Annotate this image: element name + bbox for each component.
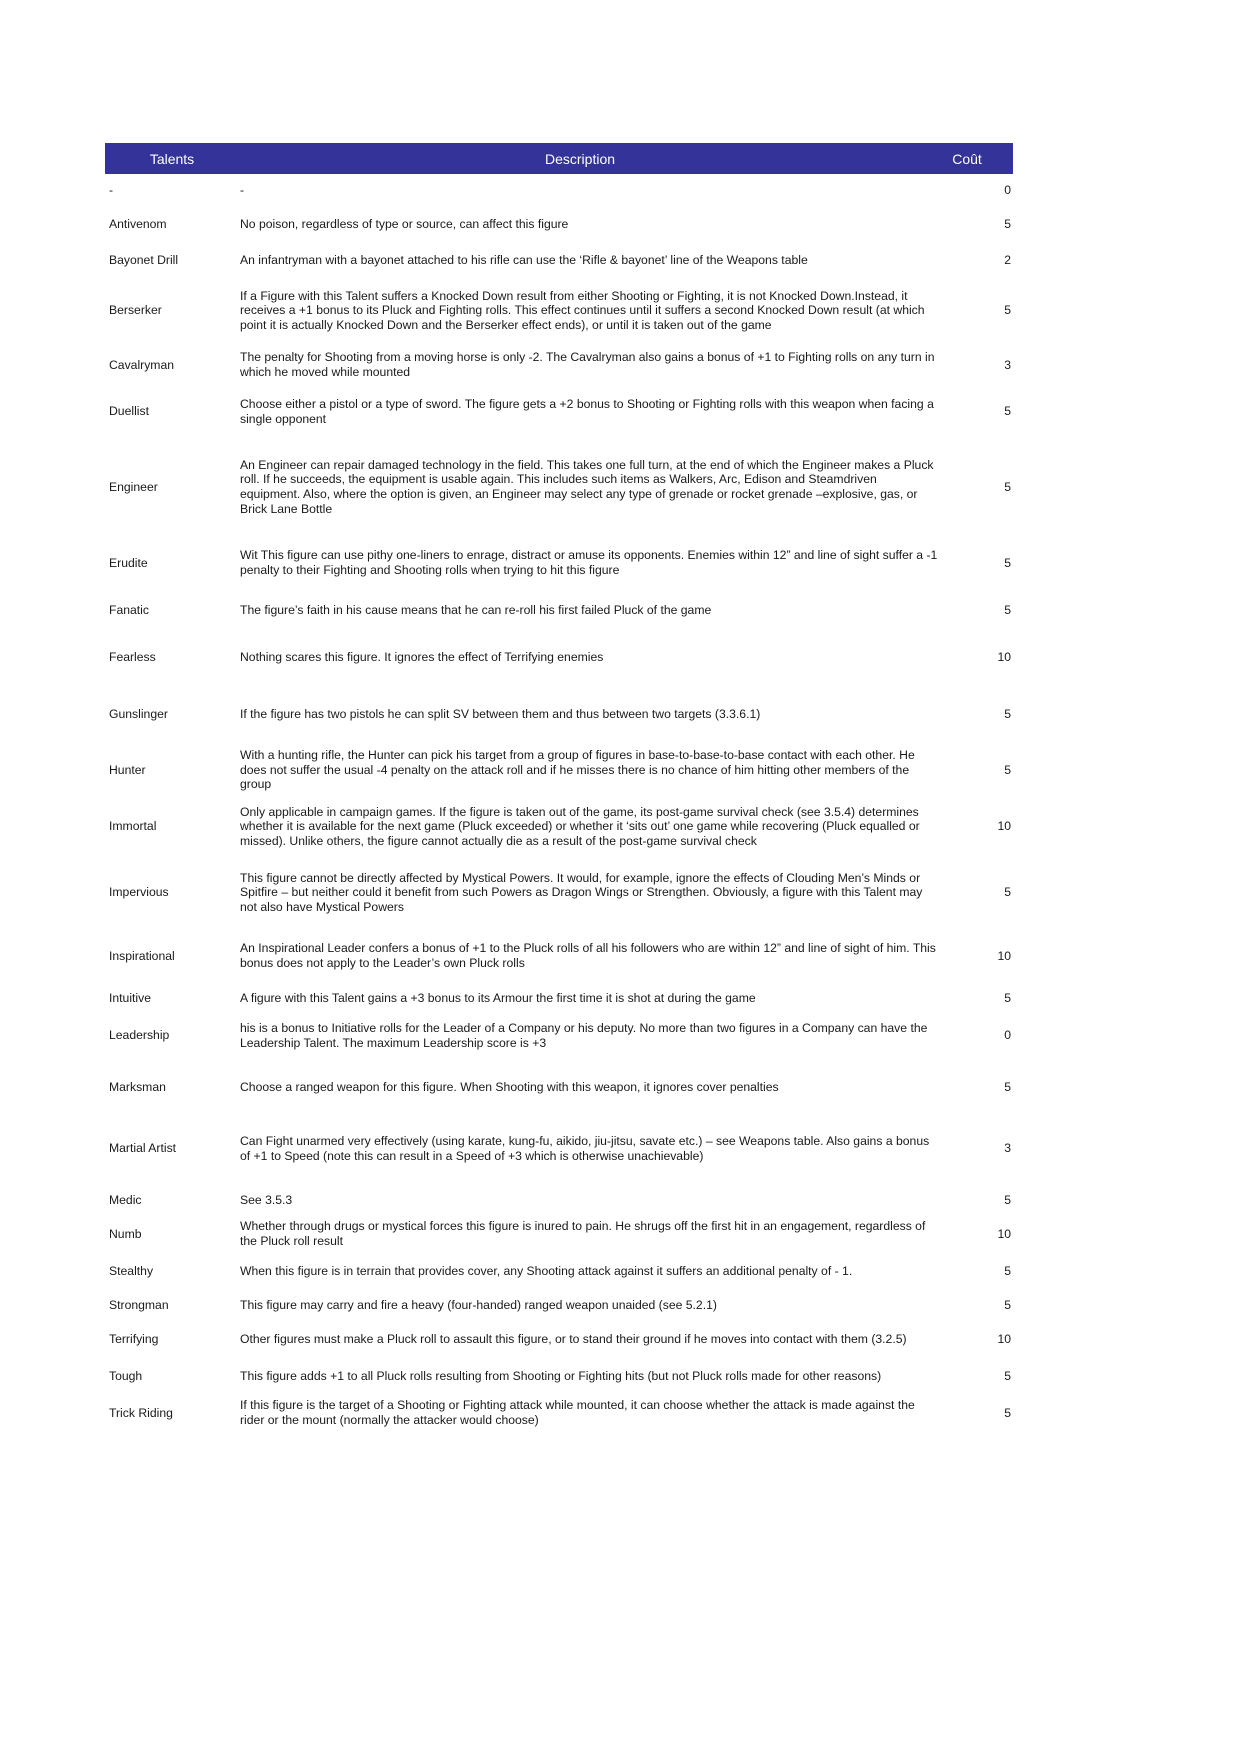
talent-description: The figure’s faith in his cause means that he can re-roll his first failed Pluck of the game [240,603,712,618]
talent-description: If this figure is the target of a Shooting or Fighting attack while mounted, it can choose whether the attack is made against the rider or the mount (normally the attacker would choose) [240,1398,915,1427]
talent-name: Cavalryman [109,357,175,372]
talent-name: Gunslinger [109,706,168,721]
talent-name: Terrifying [109,1331,159,1346]
table-row [105,435,1013,539]
table-row [105,1321,1013,1357]
table-header [105,143,1013,174]
talent-name: Martial Artist [109,1141,177,1156]
talent-description: This figure adds +1 to all Pluck rolls resulting from Shooting or Fighting hits (but not Pluck rolls made for other reasons) [240,1368,882,1383]
table-row [105,681,1013,747]
table-row [105,539,1013,587]
talent-cost: 10 [997,819,1011,834]
talent-cost: 10 [997,1226,1011,1241]
talent-name: Fearless [109,650,156,665]
talent-name: Marksman [109,1080,166,1095]
talent-description: Nothing scares this figure. It ignores the effect of Terrifying enemies [240,650,604,665]
talent-cost: 5 [1004,1080,1011,1095]
talent-cost: 5 [1004,555,1011,570]
talent-description: A figure with this Talent gains a +3 bonus to its Armour the first time it is shot at during the game [240,990,756,1005]
header-talents: Talents [149,150,195,167]
talent-description: Other figures must make a Pluck roll to assault this figure, or to stand their ground if he moves into contact with them (3.2.5) [240,1331,907,1346]
talent-name: Bayonet Drill [109,253,179,268]
talent-name: Tough [109,1368,143,1383]
table-row [105,987,1013,1009]
table-row [105,1395,1013,1431]
talent-description: Choose a ranged weapon for this figure. When Shooting with this weapon, it ignores cover penalties [240,1080,779,1095]
talent-cost: 3 [1004,357,1011,372]
talent-cost: 5 [1004,1263,1011,1278]
table-body [105,174,1013,1431]
talent-cost: 5 [1004,404,1011,419]
table-row [105,388,1013,435]
talent-cost: 0 [1004,182,1011,197]
talent-description: This figure may carry and fire a heavy (four-handed) ranged weapon unaided (see 5.2.1) [240,1298,717,1313]
talent-cost: 10 [997,948,1011,963]
talent-description: When this figure is in terrain that provides cover, any Shooting attack against it suffers an additional penalty of - 1. [240,1263,853,1278]
table-row [105,1290,1013,1321]
talent-name: Intuitive [109,990,152,1005]
talent-description: With a hunting rifle, the Hunter can pick his target from a group of figures in base-to-base-to-base contact with each other. He does not suffer the usual -4 penalty on the attack roll and if he misses there is no chance of him hitting other members of the group [240,748,915,792]
talent-name: Medic [109,1192,142,1207]
talent-name: Strongman [109,1298,169,1313]
talent-name: Duellist [109,404,149,419]
table-row [105,1009,1013,1062]
talent-cost: 5 [1004,1405,1011,1420]
talent-name: Hunter [109,762,146,777]
talent-description: Only applicable in campaign games. If the figure is taken out of the game, its post-game survival check (see 3.5.4) determines whether it is available for the next game (Pluck exceeded) or whether it ‘sits out’ one game while recovering (Pluck equalled or missed). Unlike others, the figure cannot actually die as a result of the post-game survival check [240,804,920,848]
talent-cost: 5 [1004,479,1011,494]
talent-description: his is a bonus to Initiative rolls for the Leader of a Company or his deputy. No more than two figures in a Company can have the Leadership Talent. The maximum Leadership score is +3 [240,1020,928,1050]
talent-description: Can Fight unarmed very effectively (using karate, kung-fu, aikido, jiu-jitsu, savate etc.) – see Weapons table. Also gains a bonus of +1 to Speed (note this can result in a Speed of +3 which is otherwise unachievable) [240,1133,930,1163]
table-row [105,747,1013,793]
talent-cost: 5 [1004,1368,1011,1383]
header-description: Description [544,150,616,167]
talent-cost: 10 [997,650,1011,665]
talent-cost: 5 [1004,885,1011,900]
talent-cost: 3 [1004,1141,1011,1156]
table-row [105,342,1013,388]
table-row [105,1216,1013,1252]
talent-description: No poison, regardless of type or source, can affect this figure [240,216,569,231]
talent-description: If the figure has two pistols he can split SV between them and thus between two targets (3.3.6.1) [240,706,761,721]
talent-cost: 5 [1004,762,1011,777]
talent-cost: 5 [1004,1192,1011,1207]
talent-description: Whether through drugs or mystical forces this figure is inured to pain. He shrugs off the first hit in an engagement, regardless of the Pluck roll result [240,1219,926,1248]
talents-table [105,143,1013,1431]
talent-description: An Inspirational Leader confers a bonus of +1 to the Pluck rolls of all his followers who are within 12” and line of sight of him. This bonus does not apply to the Leader’s own Pluck rolls [240,941,936,970]
table-row [105,206,1013,242]
talent-name: Engineer [109,479,158,494]
talent-name: Numb [109,1226,142,1241]
table-row [105,1184,1013,1216]
talent-cost: 5 [1004,1298,1011,1313]
talent-cost: 10 [997,1331,1011,1346]
table-row [105,1062,1013,1113]
talent-cost: 2 [1004,253,1011,268]
talent-cost: 5 [1004,303,1011,318]
talent-name: Stealthy [109,1263,154,1278]
table-row [105,1252,1013,1290]
talent-name: Fanatic [109,603,149,618]
talent-name: Antivenom [109,216,167,231]
table-row [105,925,1013,987]
table-row [105,793,1013,860]
talent-description: An infantryman with a bayonet attached to his rifle can use the ‘Rifle & bayonet’ line of the Weapons table [240,253,808,268]
talent-description: Wit This figure can use pithy one-liners to enrage, distract or amuse its opponents. Enemies within 12” and line of sight suffer a -1 penalty to their Fighting and Shooting rolls when trying to hit this figure [240,548,938,577]
table-row [105,242,1013,279]
table-row [105,1357,1013,1395]
talent-cost: 5 [1004,990,1011,1005]
talent-name: Impervious [109,885,169,900]
table-row [105,634,1013,681]
talent-description: If a Figure with this Talent suffers a Knocked Down result from either Shooting or Fighting, it is not Knocked Down.Instead, it receives a +1 bonus to its Pluck and Fighting rolls. This effect continues until it suffers a second Knocked Down result (at which point it is actually Knocked Down and the Berserker effect ends), or until it is taken out of the game [240,288,925,332]
table-row [105,860,1013,925]
talent-cost: 0 [1004,1028,1011,1043]
talent-description: - [240,182,245,197]
table-row [105,1113,1013,1184]
talent-name: Trick Riding [109,1405,173,1420]
talent-description: See 3.5.3 [240,1192,293,1207]
talent-cost: 5 [1004,706,1011,721]
talent-name: Berserker [109,303,162,318]
table-row [105,174,1013,206]
table-row [105,279,1013,342]
talent-description: Choose either a pistol or a type of sword. The figure gets a +2 bonus to Shooting or Fighting rolls with this weapon when facing a single opponent [240,396,934,426]
talent-name: - [109,182,114,197]
talent-cost: 5 [1004,216,1011,231]
header-cost: Coût [952,150,982,167]
talent-name: Immortal [109,819,157,834]
talent-description: This figure cannot be directly affected by Mystical Powers. It would, for example, ignore the effects of Clouding Men’s Minds or Spitfire – but neither could it benefit from such Powers as Dragon Wings or Strengthen. Obviously, a figure with this Talent may not also have Mystical Powers [240,870,923,914]
talent-name: Leadership [109,1028,170,1043]
talent-name: Inspirational [109,948,175,963]
table-row [105,587,1013,634]
talent-description: The penalty for Shooting from a moving horse is only -2. The Cavalryman also gains a bonus of +1 to Fighting rolls on any turn in which he moved while mounted [240,350,935,379]
talent-name: Erudite [109,555,148,570]
talent-description: An Engineer can repair damaged technology in the field. This takes one full turn, at the end of which the Engineer makes a Pluck roll. If he succeeds, the equipment is usable again. This includes such items as Walkers, Arc, Edison and Steamdriven equipment. Also, where the option is given, an Engineer may select any type of grenade or rocket grenade –explosive, gas, or Brick Lane Bottle [240,457,934,516]
talent-cost: 5 [1004,603,1011,618]
